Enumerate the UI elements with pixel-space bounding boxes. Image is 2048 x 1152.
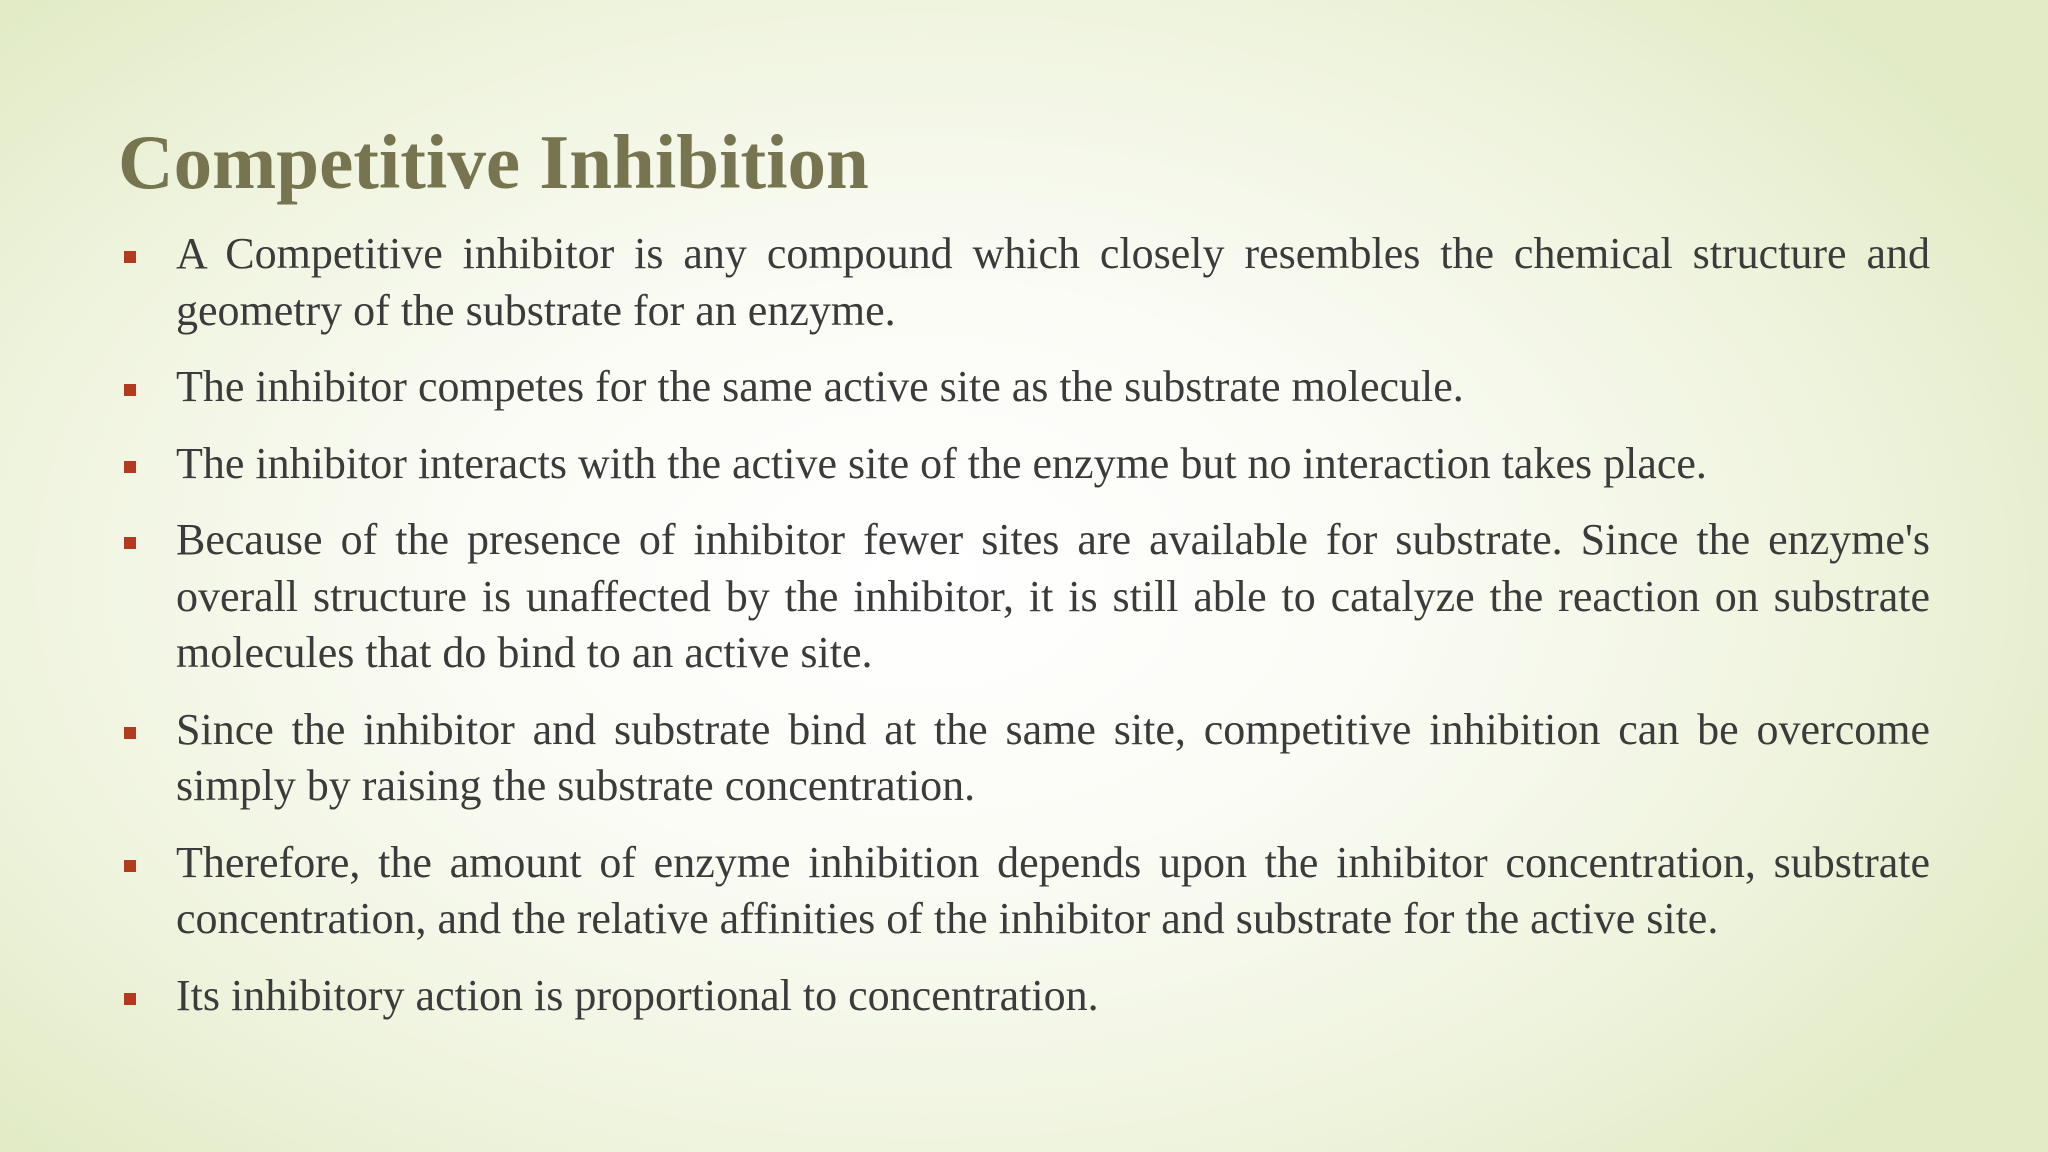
bullet-item bbox=[118, 702, 1930, 815]
square-bullet-icon bbox=[124, 537, 136, 549]
bullet-item bbox=[118, 835, 1930, 948]
bullet-text: A Competitive inhibitor is any compound which closely resembles the chemical structure and geometry of the substrate for an enzyme. bbox=[176, 229, 1930, 335]
bullet-text: Therefore, the amount of enzyme inhibition depends upon the inhibitor concentration, substrate concentration, and the relative affinities of the inhibitor and substrate for the active site. bbox=[176, 837, 1930, 943]
slide-title: Competitive Inhibition bbox=[118, 119, 869, 205]
bullet-item bbox=[118, 436, 1930, 493]
bullet-item bbox=[118, 512, 1930, 682]
bullet-list bbox=[118, 226, 1930, 1044]
square-bullet-icon bbox=[124, 993, 136, 1005]
square-bullet-icon bbox=[124, 461, 136, 473]
square-bullet-icon bbox=[124, 860, 136, 872]
bullet-item bbox=[118, 359, 1930, 416]
bullet-text: The inhibitor competes for the same active site as the substrate molecule. bbox=[176, 362, 1464, 411]
bullet-item bbox=[118, 968, 1930, 1025]
bullet-text: Its inhibitory action is proportional to concentration. bbox=[176, 970, 1099, 1020]
square-bullet-icon bbox=[124, 251, 136, 263]
square-bullet-icon bbox=[124, 384, 136, 396]
bullet-text: Since the inhibitor and substrate bind at the same site, competitive inhibition can be overcome simply by raising the substrate concentration. bbox=[176, 704, 1930, 810]
square-bullet-icon bbox=[124, 727, 136, 739]
bullet-text: The inhibitor interacts with the active site of the enzyme but no interaction takes place. bbox=[176, 438, 1707, 488]
bullet-text: Because of the presence of inhibitor fewer sites are available for substrate. Since the enzyme's overall structure is unaffected by the inhibitor, it is still able to catalyze the reaction on substrate molecules that do bind to an active site. bbox=[176, 515, 1930, 677]
bullet-item bbox=[118, 226, 1930, 339]
